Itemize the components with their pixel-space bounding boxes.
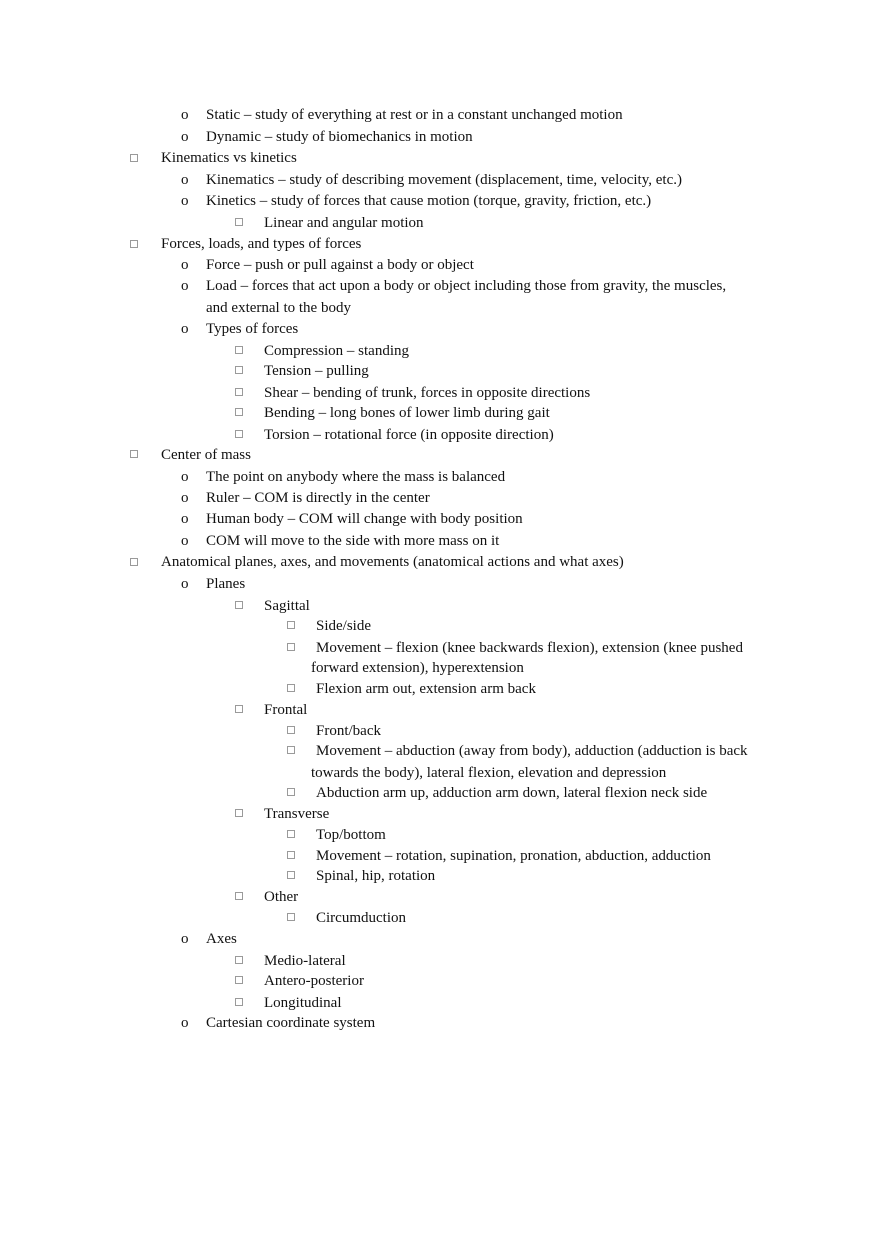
- list-item: Sagittal: [264, 598, 310, 614]
- square-bullet-icon: [130, 450, 138, 458]
- list-item: Abduction arm up, adduction arm down, lateral flexion neck side: [316, 785, 708, 801]
- list-item: Forces, loads, and types of forces: [161, 236, 362, 252]
- list-item-continuation: forward extension), hyperextension: [311, 660, 524, 676]
- square-bullet-icon: [235, 346, 243, 354]
- circle-bullet: o: [181, 257, 189, 273]
- circle-bullet: o: [181, 129, 189, 145]
- list-item: Top/bottom: [316, 827, 386, 843]
- list-item: Movement – flexion (knee backwards flexion), extension (knee pushed: [316, 640, 743, 656]
- circle-bullet: o: [181, 1015, 189, 1031]
- list-item: Transverse: [264, 806, 330, 822]
- list-item: Other: [264, 889, 299, 905]
- square-bullet-icon: [287, 643, 295, 651]
- circle-bullet: o: [181, 511, 189, 527]
- list-item: COM will move to the side with more mass on it: [206, 533, 500, 549]
- list-item: Flexion arm out, extension arm back: [316, 681, 536, 697]
- square-bullet-icon: [287, 871, 295, 879]
- list-item: Longitudinal: [264, 995, 342, 1011]
- list-item: Load – forces that act upon a body or object including those from gravity, the muscles,: [206, 278, 727, 294]
- circle-bullet: o: [181, 576, 189, 592]
- list-item: Cartesian coordinate system: [206, 1015, 376, 1031]
- square-bullet-icon: [235, 388, 243, 396]
- circle-bullet: o: [181, 931, 189, 947]
- square-bullet-icon: [287, 726, 295, 734]
- square-bullet-icon: [130, 240, 138, 248]
- list-item: Center of mass: [161, 447, 251, 463]
- list-item: Ruler – COM is directly in the center: [206, 490, 430, 506]
- square-bullet-icon: [130, 154, 138, 162]
- list-item: Tension – pulling: [264, 363, 369, 379]
- square-bullet-icon: [235, 408, 243, 416]
- list-item: Planes: [206, 576, 246, 592]
- square-bullet-icon: [287, 788, 295, 796]
- square-bullet-icon: [130, 558, 138, 566]
- square-bullet-icon: [235, 809, 243, 817]
- square-bullet-icon: [287, 621, 295, 629]
- square-bullet-icon: [287, 684, 295, 692]
- list-item: Side/side: [316, 618, 371, 634]
- list-item: Kinetics – study of forces that cause motion (torque, gravity, friction, etc.): [206, 193, 652, 209]
- circle-bullet: o: [181, 278, 189, 294]
- circle-bullet: o: [181, 193, 189, 209]
- square-bullet-icon: [287, 746, 295, 754]
- list-item-continuation: towards the body), lateral flexion, elevation and depression: [311, 765, 667, 781]
- list-item: Dynamic – study of biomechanics in motion: [206, 129, 473, 145]
- list-item: Force – push or pull against a body or object: [206, 257, 474, 273]
- list-item: Static – study of everything at rest or in a constant unchanged motion: [206, 107, 623, 123]
- list-item: Circumduction: [316, 910, 406, 926]
- list-item: Shear – bending of trunk, forces in opposite directions: [264, 385, 591, 401]
- square-bullet-icon: [235, 366, 243, 374]
- list-item: Bending – long bones of lower limb during gait: [264, 405, 550, 421]
- list-item: Types of forces: [206, 321, 299, 337]
- list-item: Movement – rotation, supination, pronation, abduction, adduction: [316, 848, 711, 864]
- list-item: Linear and angular motion: [264, 215, 424, 231]
- circle-bullet: o: [181, 321, 189, 337]
- list-item: Kinematics vs kinetics: [161, 150, 297, 166]
- circle-bullet: o: [181, 107, 189, 123]
- square-bullet-icon: [235, 705, 243, 713]
- list-item: Human body – COM will change with body position: [206, 511, 523, 527]
- list-item: Axes: [206, 931, 237, 947]
- list-item: The point on anybody where the mass is balanced: [206, 469, 506, 485]
- circle-bullet: o: [181, 469, 189, 485]
- square-bullet-icon: [235, 976, 243, 984]
- square-bullet-icon: [235, 998, 243, 1006]
- square-bullet-icon: [287, 830, 295, 838]
- square-bullet-icon: [235, 956, 243, 964]
- square-bullet-icon: [287, 851, 295, 859]
- list-item: Movement – abduction (away from body), adduction (adduction is back: [316, 743, 748, 759]
- list-item: Medio-lateral: [264, 953, 346, 969]
- circle-bullet: o: [181, 490, 189, 506]
- list-item: Front/back: [316, 723, 381, 739]
- list-item: Kinematics – study of describing movement (displacement, time, velocity, etc.): [206, 172, 682, 188]
- list-item: Anatomical planes, axes, and movements (anatomical actions and what axes): [161, 554, 624, 570]
- list-item: Compression – standing: [264, 343, 409, 359]
- circle-bullet: o: [181, 533, 189, 549]
- square-bullet-icon: [287, 913, 295, 921]
- square-bullet-icon: [235, 430, 243, 438]
- square-bullet-icon: [235, 892, 243, 900]
- square-bullet-icon: [235, 218, 243, 226]
- circle-bullet: o: [181, 172, 189, 188]
- list-item: Torsion – rotational force (in opposite direction): [264, 427, 554, 443]
- list-item: Antero-posterior: [264, 973, 364, 989]
- list-item-continuation: and external to the body: [206, 300, 351, 316]
- list-item: Frontal: [264, 702, 308, 718]
- list-item: Spinal, hip, rotation: [316, 868, 436, 884]
- square-bullet-icon: [235, 601, 243, 609]
